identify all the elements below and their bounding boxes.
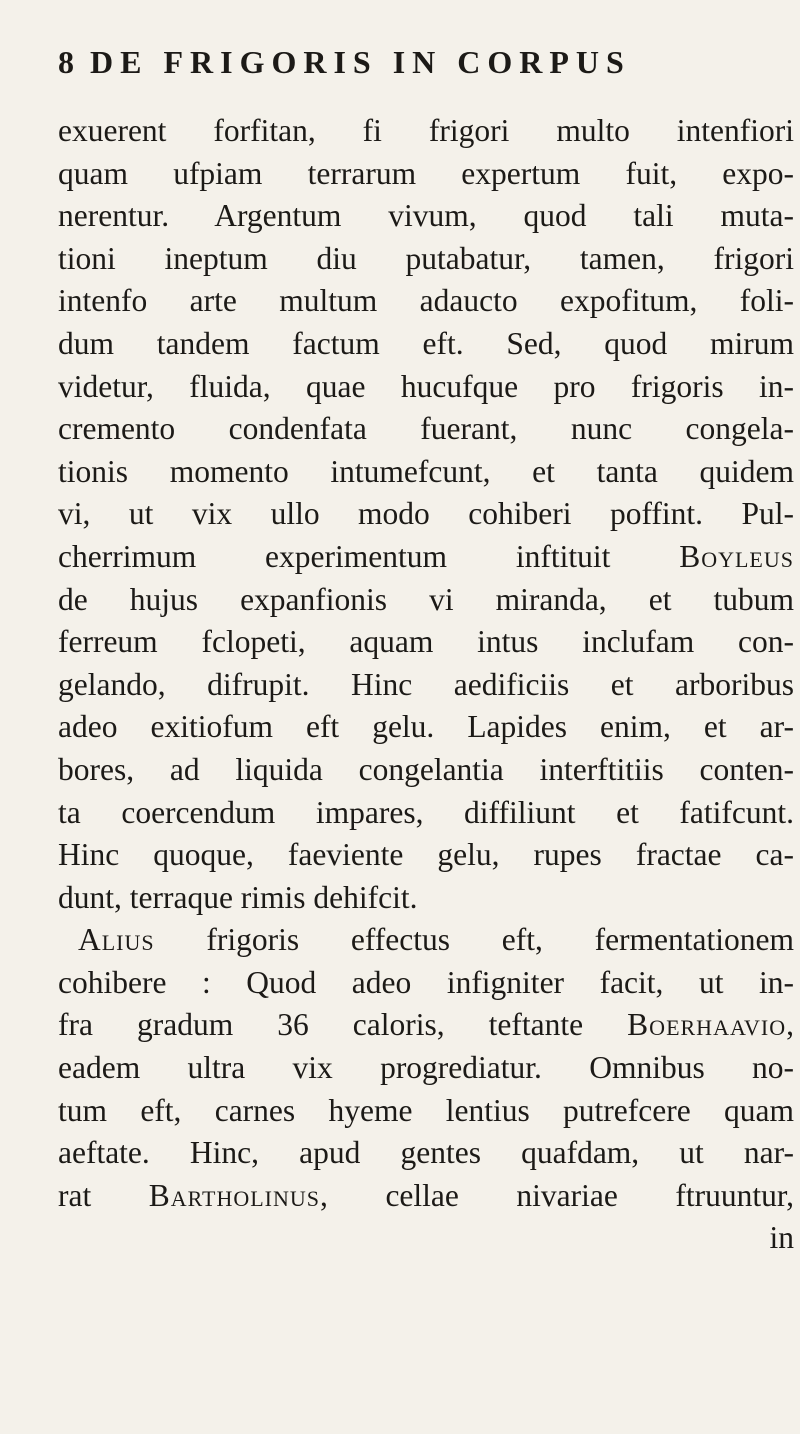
body-text	[58, 110, 794, 1260]
text-line: ferreum fclopeti, aquam intus inclufam con-	[58, 624, 794, 660]
text-line: Alius frigoris effectus eft, fermentationem	[78, 922, 794, 958]
text-line: de hujus expanfionis vi miranda, et tubum	[58, 581, 794, 617]
text-line: intenfo arte multum adaucto expofitum, foli-	[58, 283, 794, 319]
text-line: videtur, fluida, quae hucufque pro frigoris in-	[58, 368, 794, 404]
page-number: 8	[58, 44, 74, 80]
text-line: rat Bartholinus, cellae nivariae ftruuntur,	[58, 1177, 794, 1213]
text-line: cremento condenfata fuerant, nunc congela-	[58, 411, 794, 447]
running-header	[58, 44, 631, 81]
text-line: tioni ineptum diu putabatur, tamen, frigori	[58, 240, 794, 276]
text-line: quam ufpiam terrarum expertum fuit, expo-	[58, 155, 794, 191]
text-line: bores, ad liquida congelantia interftitiis conten-	[58, 751, 794, 787]
text-line: tionis momento intumefcunt, et tanta quidem	[58, 453, 794, 489]
text-line: cherrimum experimentum inftituit Boyleus	[58, 538, 794, 574]
text-line: Hinc quoque, faeviente gelu, rupes fractae ca-	[58, 837, 794, 873]
text-line: exuerent forfitan, fi frigori multo intenfiori	[58, 113, 794, 148]
text-line: cohibere : Quod adeo infigniter facit, ut in-	[58, 964, 794, 1000]
text-line: nerentur. Argentum vivum, quod tali muta-	[58, 198, 794, 234]
text-line: aeftate. Hinc, apud gentes quafdam, ut nar-	[58, 1135, 794, 1171]
text-line: eadem ultra vix progrediatur. Omnibus no-	[58, 1050, 794, 1086]
running-title: DE FRIGORIS IN CORPUS	[90, 44, 631, 80]
text-line: adeo exitiofum eft gelu. Lapides enim, et ar-	[58, 709, 794, 745]
catchword: in	[769, 1220, 794, 1256]
text-line: ta coercendum impares, diffiliunt et fatifcunt.	[58, 794, 794, 830]
text-line: dum tandem factum eft. Sed, quod mirum	[58, 325, 794, 361]
text-line: fra gradum 36 caloris, teftante Boerhaavio,	[58, 1007, 794, 1043]
text-line: gelando, difrupit. Hinc aedificiis et arboribus	[58, 666, 794, 702]
text-line: dunt, terraque rimis dehifcit.	[58, 879, 418, 915]
text-line: vi, ut vix ullo modo cohiberi poffint. Pul-	[58, 496, 794, 532]
text-line: tum eft, carnes hyeme lentius putrefcere quam	[58, 1092, 794, 1128]
